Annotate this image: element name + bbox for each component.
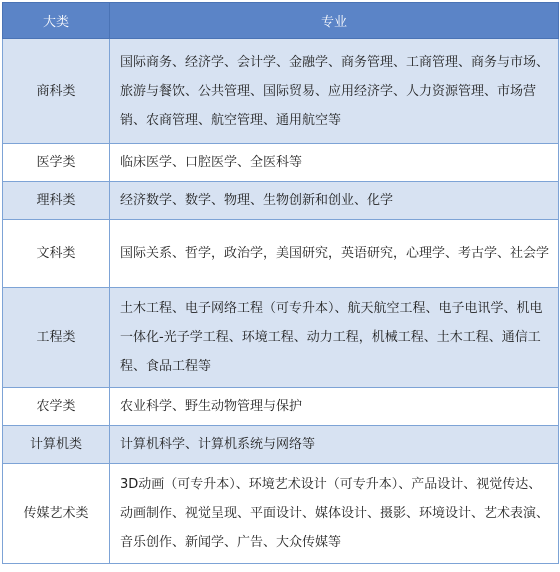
row-majors: 计算机科学、计算机系统与网络等	[110, 426, 559, 464]
majors-table	[2, 2, 559, 564]
row-majors: 国际商务、经济学、会计学、金融学、商务管理、工商管理、商务与市场、旅游与餐饮、公共管理、国际贸易、应用经济学、人力资源管理、市场营销、农商管理、航空管理、通用航空等	[110, 39, 559, 144]
row-category: 农学类	[3, 388, 110, 426]
row-category: 医学类	[3, 144, 110, 182]
row-majors: 临床医学、口腔医学、全医科等	[110, 144, 559, 182]
row-majors: 国际关系、哲学，政治学，美国研究，英语研究，心理学、考古学、社会学	[110, 220, 559, 288]
row-majors: 农业科学、野生动物管理与保护	[110, 388, 559, 426]
row-majors: 经济数学、数学、物理、生物创新和创业、化学	[110, 182, 559, 220]
row-majors: 3D动画（可专升本）、环境艺术设计（可专升本）、产品设计、视觉传达、动画制作、视觉呈现、平面设计、媒体设计、摄影、环境设计、艺术表演、音乐创作、新闻学、广告、大众传媒等	[110, 464, 559, 564]
table-row	[3, 288, 559, 388]
table-row	[3, 464, 559, 564]
header-category: 大类	[3, 3, 110, 39]
table-row	[3, 426, 559, 464]
table-row	[3, 144, 559, 182]
row-majors: 土木工程、电子网络工程（可专升本）、航天航空工程、电子电讯学、机电一体化-光子学工程、环境工程、动力工程，机械工程、土木工程、通信工程、食品工程等	[110, 288, 559, 388]
majors-table-container	[2, 2, 558, 564]
table-row	[3, 220, 559, 288]
row-category: 文科类	[3, 220, 110, 288]
row-category: 工程类	[3, 288, 110, 388]
table-row	[3, 388, 559, 426]
table-row	[3, 182, 559, 220]
row-category: 计算机类	[3, 426, 110, 464]
row-category: 传媒艺术类	[3, 464, 110, 564]
header-majors: 专业	[110, 3, 559, 39]
row-category: 理科类	[3, 182, 110, 220]
row-category: 商科类	[3, 39, 110, 144]
table-row	[3, 39, 559, 144]
table-header-row	[3, 3, 559, 39]
